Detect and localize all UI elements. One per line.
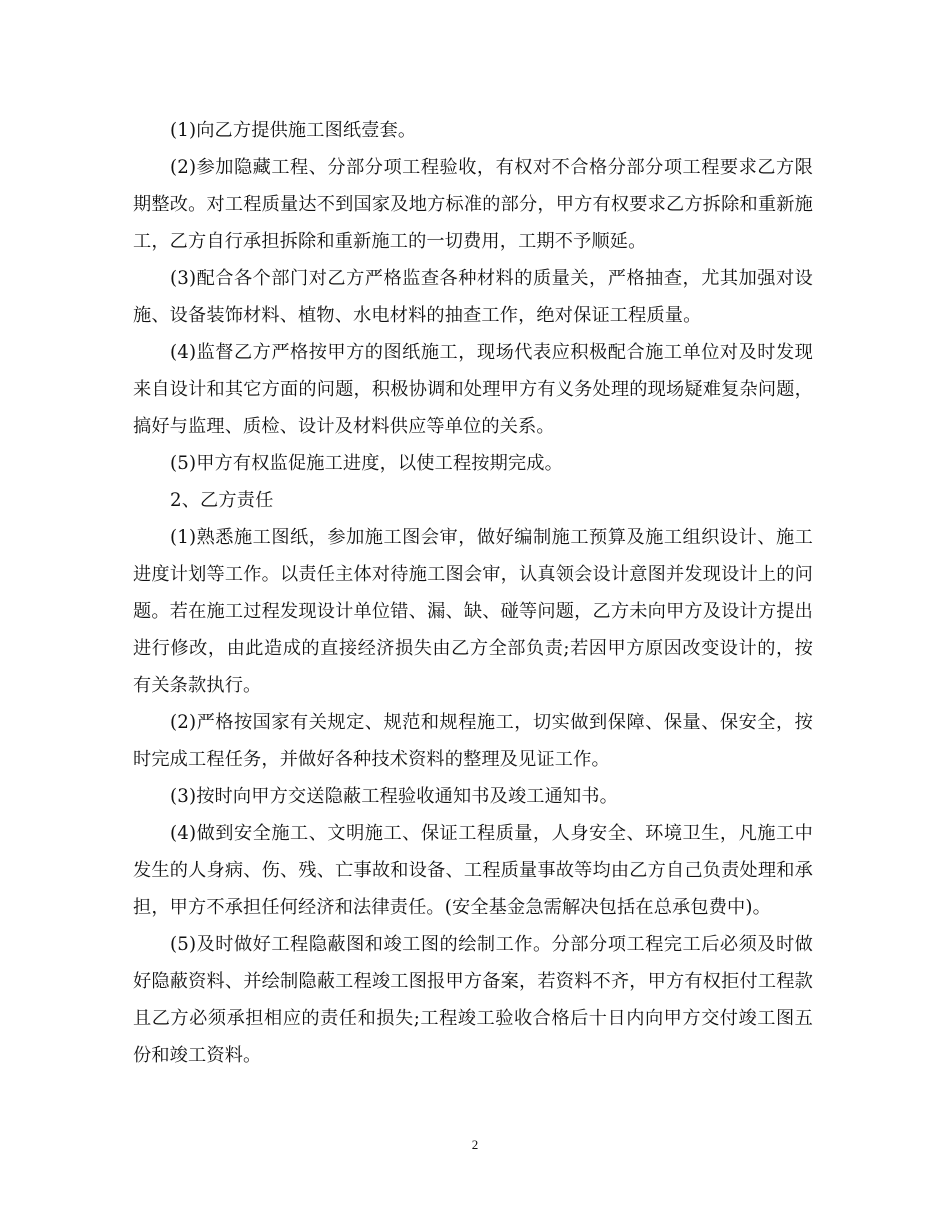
paragraph-party-b-item-5: (5)及时做好工程隐蔽图和竣工图的绘制工作。分部分项工程完工后必须及时做好隐蔽资料、并绘制隐蔽工程竣工图报甲方备案，若资料不齐，甲方有权拒付工程款且乙方必须承担相应的责任和损失;工程竣工验收合格后十日内向甲方交付竣工图五份和竣工资料。 (133, 934, 813, 1066)
paragraph-party-b-item-4: (4)做到安全施工、文明施工、保证工程质量，人身安全、环境卫生，凡施工中发生的人身病、伤、残、亡事故和设备、工程质量事故等均由乙方自己负责处理和承担，甲方不承担任何经济和法律责任。(安全基金急需解决包括在总承包费中)。 (133, 823, 813, 918)
paragraph-party-a-item-3: (3)配合各个部门对乙方严格监查各种材料的质量关，严格抽查，尤其加强对设施、设备装饰材料、植物、水电材料的抽查工作，绝对保证工程质量。 (133, 268, 813, 326)
paragraph-party-b-item-3: (3)按时向甲方交送隐蔽工程验收通知书及竣工通知书。 (170, 786, 618, 807)
paragraph-party-a-item-2: (2)参加隐藏工程、分部分项工程验收，有权对不合格分部分项工程要求乙方限期整改。对工程质量达不到国家及地方标准的部分，甲方有权要求乙方拆除和重新施工，乙方自行承担拆除和重新施工的一切费用，工期不予顺延。 (133, 157, 813, 252)
paragraph-party-b-item-1: (1)熟悉施工图纸，参加施工图会审，做好编制施工预算及施工组织设计、施工进度计划等工作。以责任主体对待施工图会审，认真领会设计意图并发现设计上的问题。若在施工过程发现设计单位错、漏、缺、碰等问题，乙方未向甲方及设计方提出进行修改，由此造成的直接经济损失由乙方全部负责;若因甲方原因改变设计的，按有关条款执行。 (133, 527, 813, 696)
page-number: 2 (471, 1137, 479, 1152)
paragraph-party-a-item-5: (5)甲方有权监促施工进度，以使工程按期完成。 (170, 453, 563, 474)
paragraph-party-b-item-2: (2)严格按国家有关规定、规范和规程施工，切实做到保障、保量、保安全，按时完成工程任务，并做好各种技术资料的整理及见证工作。 (133, 712, 813, 770)
paragraph-party-a-item-4: (4)监督乙方严格按甲方的图纸施工，现场代表应积极配合施工单位对及时发现来自设计和其它方面的问题，积极协调和处理甲方有义务处理的现场疑难复杂问题，搞好与监理、质检、设计及材料供应等单位的关系。 (133, 342, 813, 437)
document-body (133, 112, 813, 1074)
section-heading-party-b: 2、乙方责任 (170, 490, 274, 511)
paragraph-party-a-item-1: (1)向乙方提供施工图纸壹套。 (170, 120, 417, 141)
